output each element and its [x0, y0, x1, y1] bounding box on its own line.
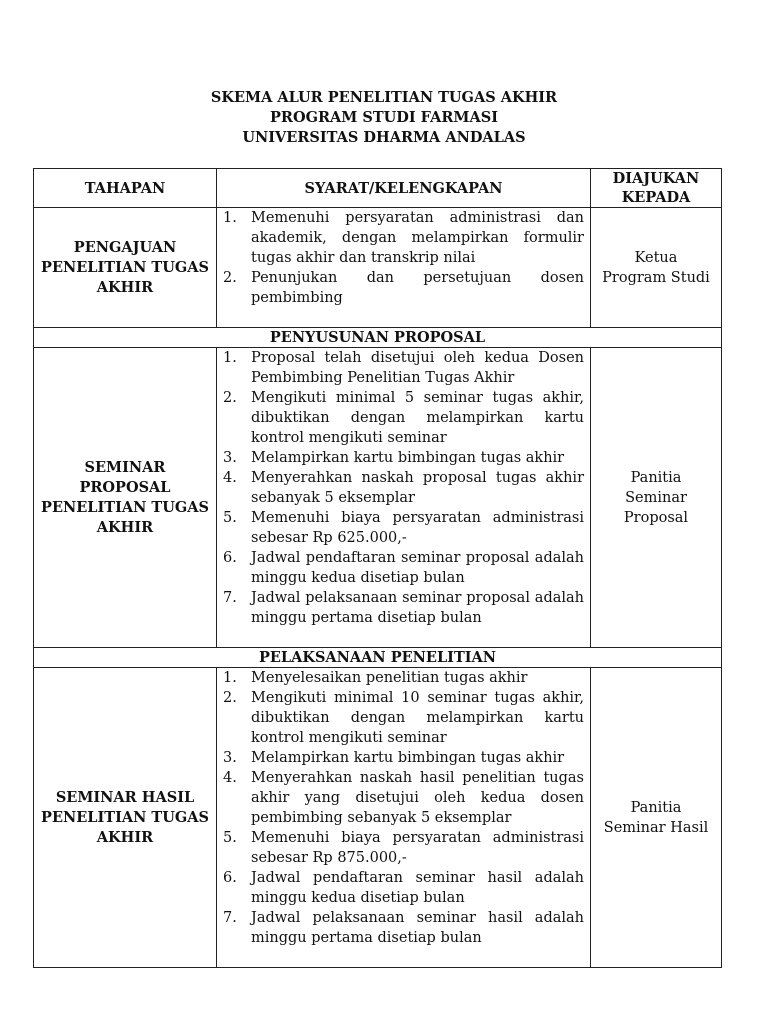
list-item-text: Memenuhi biaya persyaratan administrasi sebesar Rp 875.000,-	[251, 830, 584, 866]
list-item	[217, 448, 584, 468]
table-row	[34, 668, 722, 968]
list-item-text: Memenuhi biaya persyaratan administrasi sebesar Rp 625.000,-	[251, 510, 584, 546]
list-item	[217, 388, 584, 448]
stage-line: AKHIR	[96, 828, 154, 846]
stage-line: PENELITIAN TUGAS	[41, 808, 209, 826]
list-item	[217, 748, 584, 768]
list-item-number: 6.	[223, 550, 237, 566]
requirements-list	[217, 208, 590, 308]
stage-line: PENELITIAN TUGAS	[41, 498, 209, 516]
list-item-text: Menyelesaikan penelitian tugas akhir	[251, 670, 528, 686]
table-header-row	[34, 169, 722, 208]
list-item-number: 7.	[223, 910, 237, 926]
list-item	[217, 688, 584, 748]
title-line-1: SKEMA ALUR PENELITIAN TUGAS AKHIR	[210, 89, 558, 106]
target-line: Proposal	[623, 509, 689, 526]
list-item-number: 2.	[223, 690, 237, 706]
requirements-list	[217, 348, 590, 628]
list-item-text: Penunjukan dan persetujuan dosen pembimbing	[251, 270, 584, 306]
list-item-text: Memenuhi persyaratan administrasi dan akademik, dengan melampirkan formulir tugas akhir dan transkrip nilai	[251, 210, 584, 266]
list-item-number: 2.	[223, 270, 237, 286]
list-item-text: Melampirkan kartu bimbingan tugas akhir	[251, 750, 565, 766]
list-item-number: 1.	[223, 350, 237, 366]
list-item-number: 5.	[223, 510, 237, 526]
list-item-number: 3.	[223, 750, 237, 766]
requirements-cell	[217, 668, 591, 968]
list-item-text: Menyerahkan naskah proposal tugas akhir sebanyak 5 eksemplar	[251, 470, 584, 506]
header-submitted-to-line-2: KEPADA	[621, 189, 691, 206]
stage-cell	[34, 208, 217, 328]
list-item-number: 2.	[223, 390, 237, 406]
list-item-text: Menyerahkan naskah hasil penelitian tugas akhir yang disetujui oleh kedua dosen pembimbing sebanyak 5 eksemplar	[251, 770, 584, 826]
stage-cell	[34, 348, 217, 648]
section-title: PENYUSUNAN PROPOSAL	[34, 328, 722, 348]
header-submitted-to	[591, 169, 722, 208]
list-item	[217, 268, 584, 308]
section-header-row	[34, 648, 722, 668]
target-line: Seminar Hasil	[603, 819, 709, 836]
list-item	[217, 468, 584, 508]
section-title: PELAKSANAAN PENELITIAN	[34, 648, 722, 668]
target-line: Panitia	[630, 799, 682, 816]
target-line: Ketua	[634, 249, 678, 266]
list-item	[217, 588, 584, 628]
submitted-to-cell	[591, 348, 722, 648]
list-item-number: 4.	[223, 470, 237, 486]
list-item	[217, 908, 584, 948]
research-flow-table	[33, 168, 722, 968]
list-item-text: Jadwal pelaksanaan seminar hasil adalah minggu pertama disetiap bulan	[251, 910, 584, 946]
list-item	[217, 828, 584, 868]
stage-line: PENELITIAN TUGAS	[41, 258, 209, 276]
target-line: Program Studi	[602, 269, 710, 286]
requirements-cell	[217, 348, 591, 648]
header-stage: TAHAPAN	[34, 169, 217, 208]
target-line: Panitia	[630, 469, 682, 486]
requirements-list	[217, 668, 590, 948]
title-line-3: UNIVERSITAS DHARMA ANDALAS	[242, 129, 526, 146]
list-item	[217, 548, 584, 588]
list-item-number: 1.	[223, 210, 237, 226]
list-item-number: 1.	[223, 670, 237, 686]
header-requirements: SYARAT/KELENGKAPAN	[217, 169, 591, 208]
stage-line: PENGAJUAN	[73, 238, 177, 256]
table-row	[34, 208, 722, 328]
list-item-number: 3.	[223, 450, 237, 466]
list-item-text: Mengikuti minimal 10 seminar tugas akhir, dibuktikan dengan melampirkan kartu kontrol mengikuti seminar	[251, 690, 584, 746]
stage-line: SEMINAR	[84, 458, 166, 476]
requirements-cell	[217, 208, 591, 328]
list-item	[217, 668, 584, 688]
submitted-to-cell	[591, 668, 722, 968]
target-line: Seminar	[625, 489, 687, 506]
stage-line: AKHIR	[96, 518, 154, 536]
stage-cell	[34, 668, 217, 968]
list-item-number: 4.	[223, 770, 237, 786]
list-item	[217, 348, 584, 388]
list-item	[217, 768, 584, 828]
title-line-2: PROGRAM STUDI FARMASI	[270, 109, 498, 126]
section-header-row	[34, 328, 722, 348]
list-item-text: Melampirkan kartu bimbingan tugas akhir	[251, 450, 565, 466]
list-item-text: Mengikuti minimal 5 seminar tugas akhir, dibuktikan dengan melampirkan kartu kontrol mengikuti seminar	[251, 390, 584, 446]
stage-line: PROPOSAL	[79, 478, 171, 496]
list-item-text: Jadwal pelaksanaan seminar proposal adalah minggu pertama disetiap bulan	[251, 590, 584, 626]
list-item-number: 7.	[223, 590, 237, 606]
document-title	[0, 88, 768, 148]
list-item-number: 5.	[223, 830, 237, 846]
list-item-text: Jadwal pendaftaran seminar hasil adalah minggu kedua disetiap bulan	[251, 870, 584, 906]
stage-line: AKHIR	[96, 278, 154, 296]
list-item	[217, 208, 584, 268]
list-item-number: 6.	[223, 870, 237, 886]
list-item	[217, 508, 584, 548]
header-submitted-to-line-1: DIAJUKAN	[612, 170, 700, 187]
list-item-text: Proposal telah disetujui oleh kedua Dosen Pembimbing Penelitian Tugas Akhir	[251, 350, 584, 386]
list-item-text: Jadwal pendaftaran seminar proposal adalah minggu kedua disetiap bulan	[251, 550, 584, 586]
list-item	[217, 868, 584, 908]
stage-line: SEMINAR HASIL	[55, 788, 195, 806]
submitted-to-cell	[591, 208, 722, 328]
table-row	[34, 348, 722, 648]
